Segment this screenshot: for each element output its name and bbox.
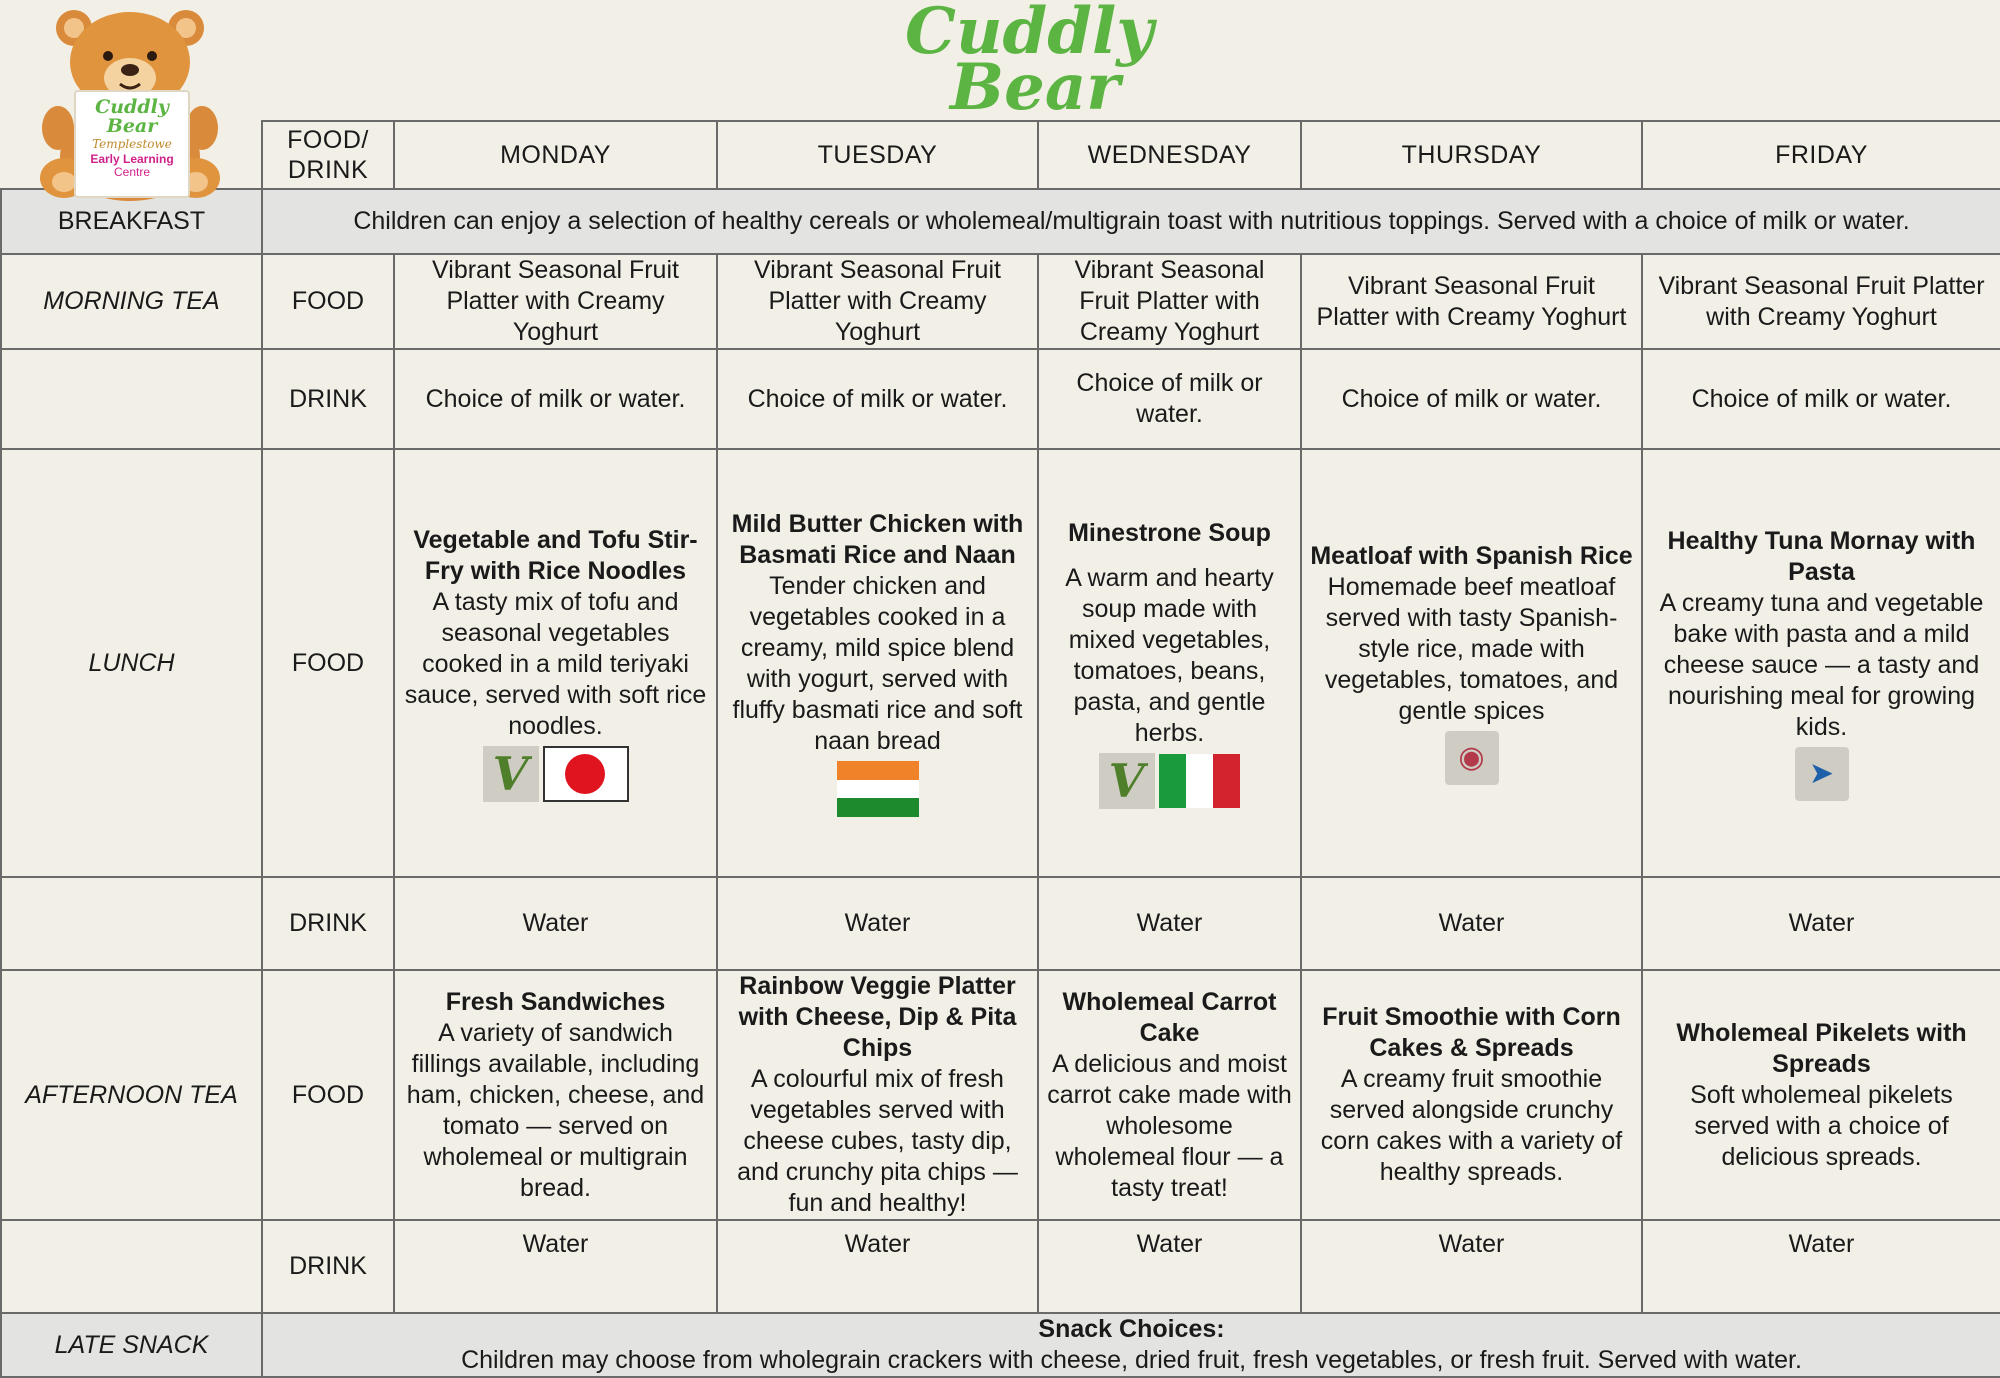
- logo-line-1: Cuddly: [905, 0, 1154, 69]
- cuddly-bear-logo: [905, 0, 1154, 125]
- morning-tea-drink-wednesday: Choice of milk or water.: [1038, 349, 1301, 449]
- bear-mascot-logo: [28, 6, 228, 202]
- dish-icons: [1047, 753, 1292, 809]
- morning-tea-drink-thursday: Choice of milk or water.: [1301, 349, 1642, 449]
- late-snack-content: [262, 1313, 2000, 1377]
- india-flag-icon: [837, 761, 919, 817]
- lunch-drink-label: DRINK: [262, 877, 394, 970]
- morning-tea-food-friday: Vibrant Seasonal Fruit Platter with Creamy Yoghurt: [1642, 254, 2000, 349]
- lunch-food-friday: [1642, 449, 2000, 877]
- fish-icon: ➤: [1795, 747, 1849, 801]
- dish-title: Vegetable and Tofu Stir-Fry with Rice Noodles: [413, 525, 698, 585]
- afternoon-tea-drink-row: [1, 1220, 2000, 1313]
- dish-description: A variety of sandwich fillings available, including ham, chicken, cheese, and tomato — served on wholemeal or multigrain bread.: [406, 1018, 705, 1202]
- dish-description: Homemade beef meatloaf served with tasty Spanish-style rice, made with vegetables, tomatoes, and gentle spices: [1324, 573, 1619, 725]
- breakfast-text: Children can enjoy a selection of healthy cereals or wholemeal/multigrain toast with nutritious toppings. Served with a choice of milk or water.: [262, 189, 2000, 254]
- afternoon-tea-food-wednesday: [1038, 970, 1301, 1220]
- breakfast-row: [1, 189, 2000, 254]
- dish-title: Fresh Sandwiches: [445, 987, 666, 1016]
- dish-description: Tender chicken and vegetables cooked in a creamy, mild spice blend with yogurt, served with fluffy basmati rice and soft naan bread: [732, 572, 1023, 755]
- dish-description: A creamy tuna and vegetable bake with pasta and a mild cheese sauce — a tasty and nourishing meal for growing kids.: [1659, 588, 1984, 741]
- afternoon-tea-drink-wednesday: Water: [1038, 1220, 1301, 1313]
- sign-line-4: Centre: [113, 165, 151, 179]
- afternoon-tea-drink-label: DRINK: [262, 1220, 394, 1313]
- dish-title: Mild Butter Chicken with Basmati Rice and Naan: [731, 510, 1024, 569]
- lunch-label: LUNCH: [1, 449, 262, 877]
- header-logo-area: [0, 0, 2000, 125]
- dish-title: Healthy Tuna Mornay with Pasta: [1667, 526, 1976, 586]
- morning-tea-drink-label: DRINK: [262, 349, 394, 449]
- lunch-drink-wednesday: Water: [1038, 877, 1301, 970]
- afternoon-tea-drink-thursday: Water: [1301, 1220, 1642, 1313]
- morning-tea-label: MORNING TEA: [1, 254, 262, 349]
- vegetarian-icon: V: [1099, 753, 1155, 809]
- late-snack-label: LATE SNACK: [1, 1313, 262, 1377]
- snack-text: Children may choose from wholegrain crackers with cheese, dried fruit, fresh vegetables, or fresh fruit. Served with water.: [461, 1346, 1802, 1374]
- lunch-drink-thursday: Water: [1301, 877, 1642, 970]
- sign-line-2: Templestowe: [92, 137, 172, 151]
- meat-icon: ◉: [1445, 731, 1499, 785]
- morning-tea-drink-monday: Choice of milk or water.: [394, 349, 717, 449]
- weekly-menu-table: [0, 120, 2000, 1378]
- lunch-drink-monday: Water: [394, 877, 717, 970]
- dish-title: Minestrone Soup: [1068, 518, 1271, 547]
- lunch-food-tuesday: [717, 449, 1038, 877]
- morning-tea-drink-friday: Choice of milk or water.: [1642, 349, 2000, 449]
- dish-icons: [726, 761, 1029, 817]
- morning-tea-drink-tuesday: Choice of milk or water.: [717, 349, 1038, 449]
- dish-description: A delicious and moist carrot cake made with wholesome wholemeal flour — a tasty treat!: [1047, 1049, 1292, 1202]
- vegetarian-icon: V: [483, 746, 539, 802]
- dish-title: Wholemeal Pikelets with Spreads: [1676, 1018, 1967, 1078]
- lunch-drink-friday: Water: [1642, 877, 2000, 970]
- afternoon-tea-food-friday: [1642, 970, 2000, 1220]
- morning-tea-food-label: FOOD: [262, 254, 394, 349]
- afternoon-tea-food-row: [1, 970, 2000, 1220]
- morning-tea-drink-row: [1, 349, 2000, 449]
- dish-icons: [1310, 731, 1633, 785]
- day-header-thursday: THURSDAY: [1301, 121, 1642, 189]
- afternoon-tea-food-thursday: [1301, 970, 1642, 1220]
- lunch-food-thursday: [1301, 449, 1642, 877]
- sign-line-3: Early Learning: [90, 152, 174, 166]
- dish-title: Rainbow Veggie Platter with Cheese, Dip & Pita Chips: [738, 972, 1017, 1062]
- dish-description: A colourful mix of fresh vegetables served with cheese cubes, tasty dip, and crunchy pita chips — fun and healthy!: [737, 1065, 1018, 1217]
- snack-title: Snack Choices:: [1038, 1315, 1225, 1343]
- dish-description: Soft wholemeal pikelets served with a choice of delicious spreads.: [1690, 1080, 1953, 1171]
- afternoon-tea-drink-monday: Water: [394, 1220, 717, 1313]
- lunch-food-monday: [394, 449, 717, 877]
- afternoon-tea-drink-tuesday: Water: [717, 1220, 1038, 1313]
- empty-cell: [1, 877, 262, 970]
- dish-description: A creamy fruit smoothie served alongside crunchy corn cakes with a variety of healthy spreads.: [1320, 1065, 1623, 1186]
- lunch-food-wednesday: [1038, 449, 1301, 877]
- header-row: [1, 121, 2000, 189]
- bear-sign: [74, 90, 190, 198]
- afternoon-tea-food-tuesday: [717, 970, 1038, 1220]
- afternoon-tea-drink-friday: Water: [1642, 1220, 2000, 1313]
- empty-cell: [1, 1220, 262, 1313]
- dish-title: Meatloaf with Spanish Rice: [1310, 542, 1633, 570]
- lunch-drink-tuesday: Water: [717, 877, 1038, 970]
- lunch-drink-row: [1, 877, 2000, 970]
- morning-tea-food-tuesday: Vibrant Seasonal Fruit Platter with Creamy Yoghurt: [717, 254, 1038, 349]
- late-snack-row: [1, 1313, 2000, 1377]
- afternoon-tea-label: AFTERNOON TEA: [1, 970, 262, 1220]
- empty-cell: [1, 349, 262, 449]
- day-header-monday: MONDAY: [394, 121, 717, 189]
- dish-description: A warm and hearty soup made with mixed vegetables, tomatoes, beans, pasta, and gentle herbs.: [1065, 563, 1274, 747]
- dish-description: A tasty mix of tofu and seasonal vegetables cooked in a mild teriyaki sauce, served with soft rice noodles.: [404, 587, 707, 740]
- afternoon-tea-food-label: FOOD: [262, 970, 394, 1220]
- italy-flag-icon: [1159, 754, 1241, 808]
- morning-tea-food-wednesday: Vibrant Seasonal Fruit Platter with Creamy Yoghurt: [1038, 254, 1301, 349]
- morning-tea-food-monday: Vibrant Seasonal Fruit Platter with Creamy Yoghurt: [394, 254, 717, 349]
- day-header-wednesday: WEDNESDAY: [1038, 121, 1301, 189]
- lunch-food-label: FOOD: [262, 449, 394, 877]
- japan-flag-icon: [543, 746, 629, 802]
- morning-tea-food-row: [1, 254, 2000, 349]
- dish-title: Fruit Smoothie with Corn Cakes & Spreads: [1322, 1003, 1621, 1062]
- breakfast-label: BREAKFAST: [1, 189, 262, 254]
- dish-icons: [1651, 747, 1992, 801]
- day-header-tuesday: TUESDAY: [717, 121, 1038, 189]
- sign-line-1: Cuddly Bear: [95, 96, 169, 137]
- logo-line-2: Bear: [950, 50, 1120, 125]
- morning-tea-food-thursday: Vibrant Seasonal Fruit Platter with Creamy Yoghurt: [1301, 254, 1642, 349]
- day-header-friday: FRIDAY: [1642, 121, 2000, 189]
- lunch-food-row: [1, 449, 2000, 877]
- dish-title: Wholemeal Carrot Cake: [1062, 987, 1277, 1047]
- food-drink-header: FOOD/ DRINK: [262, 121, 394, 189]
- afternoon-tea-food-monday: [394, 970, 717, 1220]
- dish-icons: [403, 746, 708, 802]
